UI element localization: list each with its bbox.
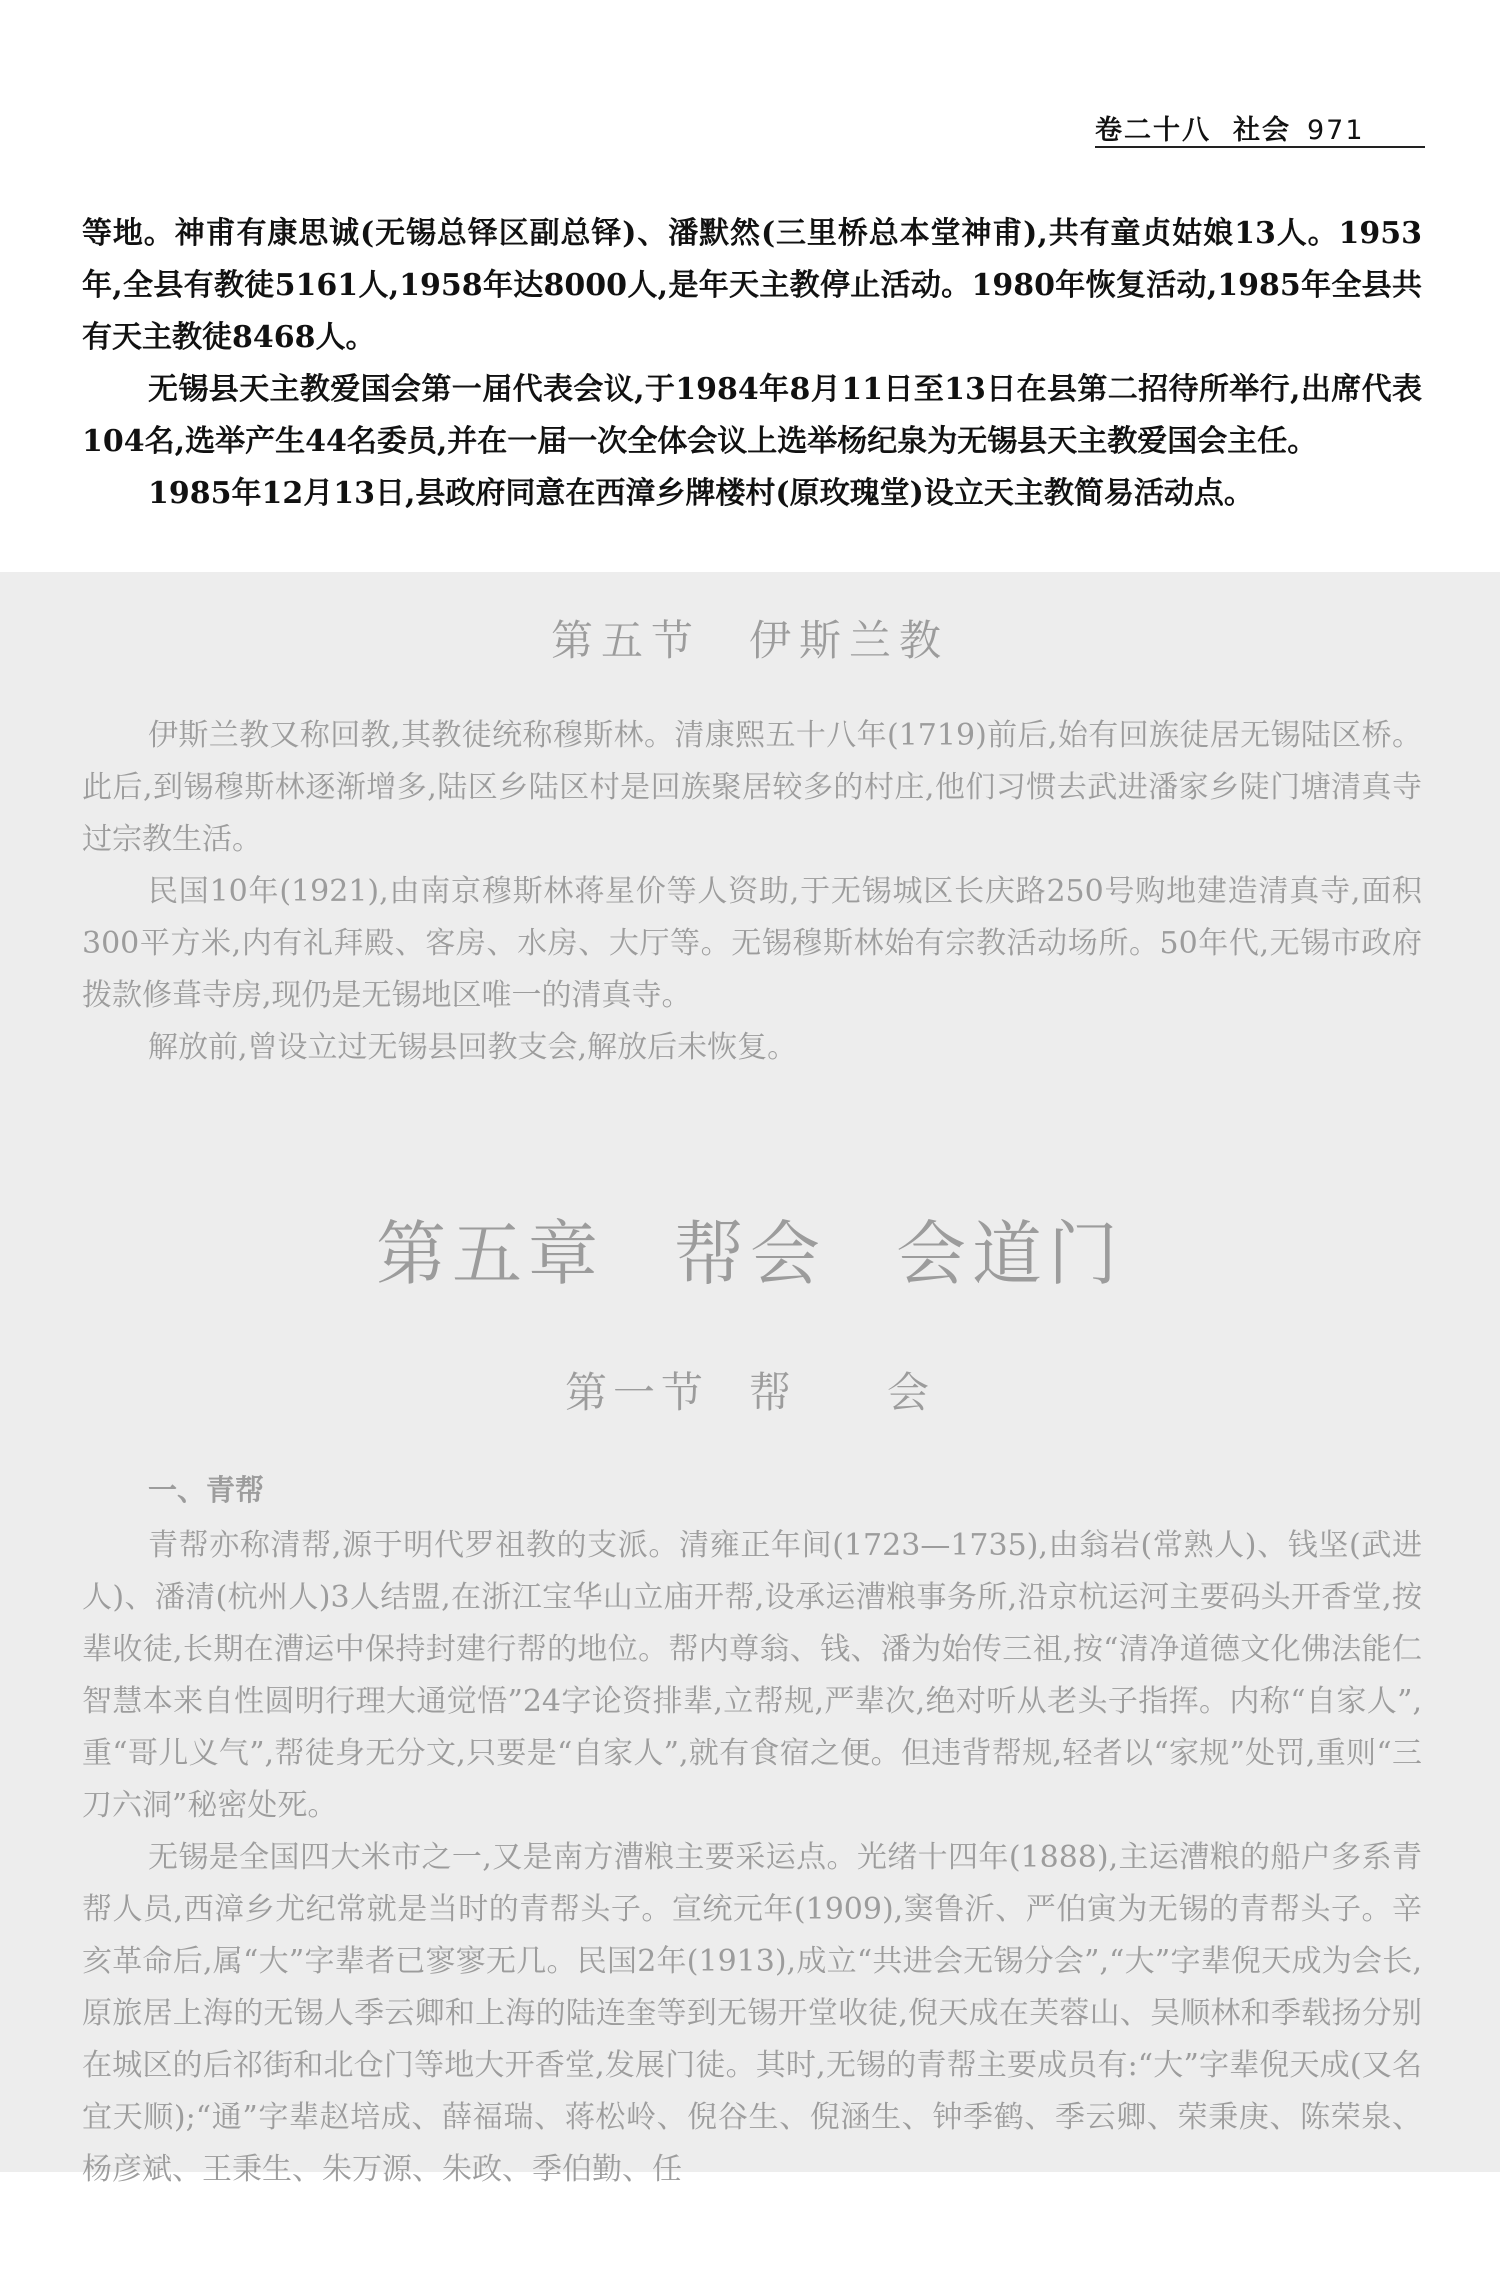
section-title-bang — [0, 1360, 1500, 1420]
paragraph: 解放前,曾设立过无锡县回教支会,解放后未恢复。 — [148, 1030, 798, 1065]
paragraph: 伊斯兰教又称回教,其教徒统称穆斯林。清康熙五十八年(1719)前后,始有回族徒居无锡陆区桥。此后,到锡穆斯林逐渐增多,陆区乡陆区村是回族聚居较多的村庄,他们习惯去武进潘家乡陡门塘清真寺过宗教生活。 — [82, 718, 1422, 857]
volume-label: 卷二十八 — [1095, 115, 1211, 146]
chapter-name-2: 会道门 — [896, 1213, 1124, 1295]
page-number: 971 — [1307, 115, 1365, 146]
section-name: 伊斯兰教 — [749, 616, 950, 665]
section-number: 第五节 — [550, 616, 701, 665]
section-number: 第一节 — [564, 1368, 709, 1417]
paragraph: 无锡县天主教爱国会第一届代表会议,于1984年8月11日至13日在县第二招待所举行,出席代表104名,选举产生44名委员,并在一届一次全体会议上选举杨纪泉为无锡县天主教爱国会主任。 — [82, 372, 1422, 459]
paragraph: 青帮亦称清帮,源于明代罗祖教的支派。清雍正年间(1723—1735),由翁岩(常熟人)、钱坚(武进人)、潘清(杭州人)3人结盟,在浙江宝华山立庙开帮,设承运漕粮事务所,沿京杭运河主要码头开香堂,按辈收徒,长期在漕运中保持封建行帮的地位。帮内尊翁、钱、潘为始传三祖,按“清净道德文化佛法能仁智慧本来自性圆明行理大通觉悟”24字论资排辈,立帮规,严辈次,绝对听从老头子指挥。内称“自家人”,重“哥儿义气”,帮徒身无分文,只要是“自家人”,就有食宿之便。但违背帮规,轻者以“家规”处罚,重则“三刀六洞”秘密处死。 — [82, 1528, 1422, 1823]
chapter-number: 第五章 — [376, 1213, 604, 1295]
catholic-continuation — [82, 208, 1422, 520]
qingbang-body — [82, 1520, 1422, 2196]
section-name-a: 帮 — [748, 1368, 797, 1417]
running-header — [1095, 108, 1425, 147]
paragraph: 无锡是全国四大米市之一,又是南方漕粮主要采运点。光绪十四年(1888),主运漕粮的船户多系青帮人员,西漳乡尤纪常就是当时的青帮头子。宣统元年(1909),窦鲁沂、严伯寅为无锡的青帮头子。辛亥革命后,属“大”字辈者已寥寥无几。民国2年(1913),成立“共进会无锡分会”,“大”字辈倪天成为会长,原旅居上海的无锡人季云卿和上海的陆连奎等到无锡开堂收徒,倪天成在芙蓉山、吴顺林和季载扬分别在城区的后祁街和北仓门等地大开香堂,发展门徒。其时,无锡的青帮主要成员有:“大”字辈倪天成(又名宜天顺);“通”字辈赵培成、薛福瑞、蒋松岭、倪谷生、倪涵生、钟季鹤、季云卿、荣秉庚、陈荣泉、杨彦斌、王秉生、朱万源、朱政、季伯勤、任 — [82, 1840, 1422, 2187]
section-name-b: 会 — [887, 1368, 936, 1417]
section-label: 社会 — [1233, 115, 1291, 146]
section-title-islam — [0, 608, 1500, 668]
chapter-title — [0, 1198, 1500, 1299]
islam-body — [82, 710, 1422, 1074]
subheading-qingbang: 一、青帮 — [148, 1473, 265, 1507]
paragraph: 等地。神甫有康思诚(无锡总铎区副总铎)、潘默然(三里桥总本堂神甫),共有童贞姑娘13人。1953年,全县有教徒5161人,1958年达8000人,是年天主教停止活动。1980年恢复活动,1985年全县共有天主教徒8468人。 — [82, 216, 1422, 355]
header-rule — [1095, 146, 1425, 148]
paragraph: 民国10年(1921),由南京穆斯林蒋星价等人资助,于无锡城区长庆路250号购地建造清真寺,面积300平方米,内有礼拜殿、客房、水房、大厅等。无锡穆斯林始有宗教活动场所。50年代,无锡市政府拨款修葺寺房,现仍是无锡地区唯一的清真寺。 — [82, 874, 1422, 1013]
chapter-name-1: 帮会 — [674, 1213, 826, 1295]
paragraph: 1985年12月13日,县政府同意在西漳乡牌楼村(原玫瑰堂)设立天主教简易活动点。 — [148, 476, 1254, 511]
